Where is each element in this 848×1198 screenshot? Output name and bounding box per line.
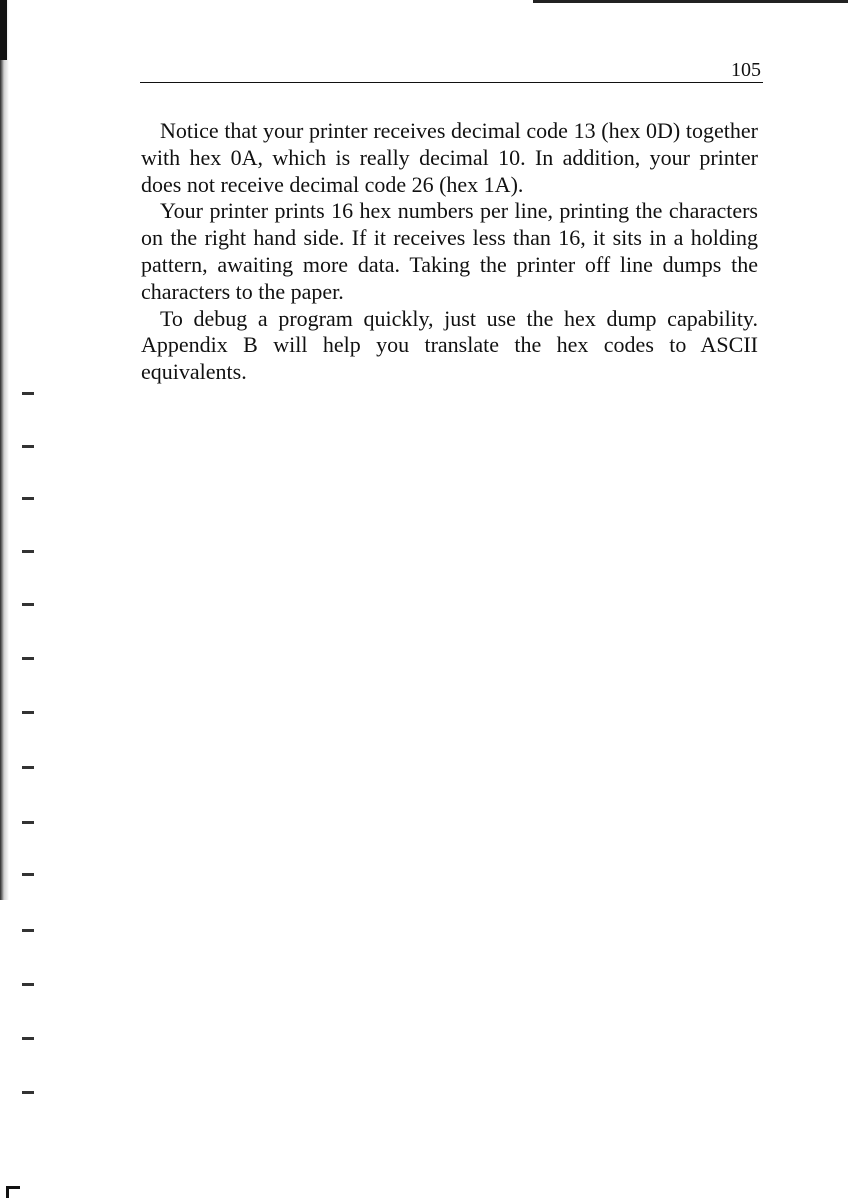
scan-top-rule (533, 0, 848, 3)
margin-tick (22, 929, 34, 932)
margin-tick (22, 657, 34, 660)
margin-tick (22, 445, 34, 448)
margin-tick (22, 1091, 34, 1094)
margin-tick (22, 1037, 34, 1040)
corner-crop-mark (6, 1186, 20, 1198)
body-text (141, 118, 758, 386)
margin-tick (22, 603, 34, 606)
margin-tick (22, 983, 34, 986)
page-number: 105 (731, 59, 761, 81)
paragraph: To debug a program quickly, just use the hex dump capability. Appendix B will help you translate the hex codes to ASCII equivalents. (141, 305, 758, 385)
margin-tick (22, 873, 34, 876)
paragraph: Notice that your printer receives decimal code 13 (hex 0D) together with hex 0A, which is really decimal 10. In addition, your printer does not receive decimal code 26 (hex 1A). (141, 118, 758, 197)
margin-tick (22, 766, 34, 769)
paragraph: Your printer prints 16 hex numbers per line, printing the characters on the right hand side. If it receives less than 16, it sits in a holding pattern, awaiting more data. Taking the printer off line dumps the characters to the paper. (141, 198, 758, 304)
margin-tick (22, 392, 34, 395)
scan-edge-dark-mark (0, 0, 7, 60)
margin-tick (22, 497, 34, 500)
margin-tick (22, 821, 34, 824)
page-header (140, 58, 763, 83)
margin-tick (22, 711, 34, 714)
margin-tick (22, 550, 34, 553)
scan-edge-shadow (0, 0, 10, 900)
